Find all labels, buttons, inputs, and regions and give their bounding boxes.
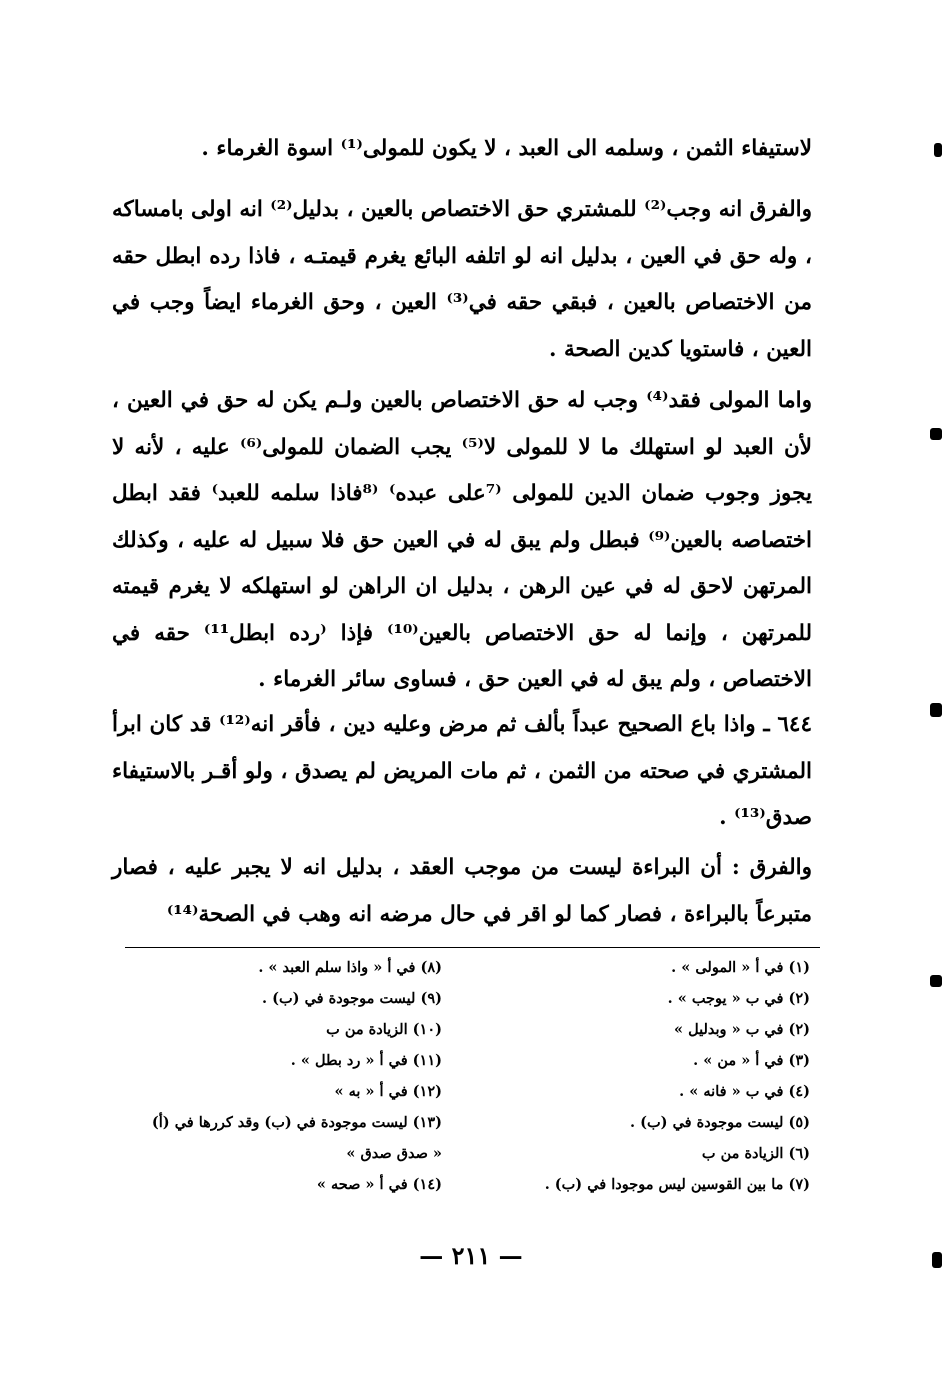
margin-mark bbox=[932, 1252, 942, 1268]
margin-mark bbox=[930, 703, 942, 717]
footnote: (١٠) الزيادة من ب bbox=[326, 1021, 442, 1038]
footnotes-left-column bbox=[112, 952, 442, 1200]
footnote: (١٤) في أ « صحه » bbox=[316, 1176, 442, 1193]
paragraph-5 bbox=[112, 845, 812, 938]
paragraph-1 bbox=[112, 126, 812, 173]
footnote: (٢) في ب « يوجب » . bbox=[667, 990, 810, 1007]
paragraph-3 bbox=[112, 378, 812, 704]
footnote: (٧) ما بين القوسين ليس موجودا في (ب) . bbox=[544, 1176, 810, 1193]
margin-mark bbox=[930, 428, 942, 440]
paragraph-text: والفرق انه وجب⁽²⁾ للمشتري حق الاختصاص بالعين ، بدليل⁽²⁾ انه اولى بامساكه ، وله حق في العين ، بدليل انه لو اتلفه البائع يغرم قيمتـه ، فاذا رده ابطل حقه من الاختصاص بالعين ، فبقي حقه في⁽³⁾ العين ، وحق الغرماء ايضاً وجب في العين ، فاستويا كدين الصحة . bbox=[112, 197, 812, 362]
footnote: (٥) ليست موجودة في (ب) . bbox=[630, 1114, 810, 1131]
footnote: (٨) في أ « واذا سلم العبد » . bbox=[258, 959, 442, 976]
footnote: (٢) في ب « وبدليل » bbox=[674, 1021, 810, 1038]
paragraph-text: ٦٤٤ ـ واذا باع الصحيح عبداً بألف ثم مرض وعليه دين ، فأقر انه⁽¹²⁾ قد كان ابرأ المشتري في صحته من الثمن ، ثم مات المريض لم يصدق ، ولو أقـر بالاستيفاء صدق⁽¹³⁾ . bbox=[112, 712, 812, 830]
paragraph-text: لاستيفاء الثمن ، وسلمه الى العبد ، لا يكون للمولى⁽¹⁾ اسوة الغرماء . bbox=[201, 136, 812, 161]
footnote: (٩) ليست موجودة في (ب) . bbox=[262, 990, 442, 1007]
footnote: (١٣) ليست موجودة في (ب) وقد كررها في (أ) bbox=[151, 1114, 442, 1131]
footnote: (١١) في أ « رد بطل » . bbox=[290, 1052, 442, 1069]
footnote: (٤) في ب « فانه » . bbox=[679, 1083, 810, 1100]
page-number: — ٢١١ — bbox=[419, 1241, 523, 1270]
footnote: (١) في أ « المولى » . bbox=[671, 959, 810, 976]
footnote: « صدق صدق » bbox=[346, 1145, 442, 1162]
footnote: (١٢) في أ « به » bbox=[334, 1083, 442, 1100]
paragraph-4 bbox=[112, 702, 812, 842]
margin-mark bbox=[930, 975, 942, 987]
paragraph-text: واما المولى فقد⁽⁴⁾ وجب له حق الاختصاص بالعين ولـم يكن له حق في العين ، لأن العبد لو استهلك ما لا للمولى لا⁽⁵⁾ يجب الضمان للمولى⁽⁶⁾ عليه ، لأنه لا يجوز وجوب ضمان الدين للمولى ⁽⁷على عبده⁾ ⁽⁸فاذا سلمه للعبد⁾ فقد ابطل اختصاصه بالعين⁽⁹⁾ فبطل ولم يبق له في العين حق فلا سبيل له عليه ، وكذلك المرتهن لاحق له في عين الرهن ، بدليل ان الراهن لو استهلكه لا يغرم قيمته للمرتهن ، وإنما له حق الاختصاص بالعين⁽¹⁰⁾ فإذا ⁽رده ابطل¹¹⁾ حقه في الاختصاص ، ولم يبق له في العين حق ، فساوى سائر الغرماء . bbox=[112, 388, 813, 692]
footnotes-right-column bbox=[480, 952, 810, 1200]
paragraph-text: والفرق : أن البراءة ليست من موجب العقد ، بدليل انه لا يجبر عليه ، فصار متبرعاً بالبراءة ، فصار كما لو اقر في حال مرضه انه وهب في الصحة⁽¹⁴⁾ bbox=[112, 855, 812, 927]
margin-mark bbox=[934, 143, 942, 157]
paragraph-2 bbox=[112, 187, 812, 373]
footnote: (٦) الزيادة من ب bbox=[701, 1145, 810, 1162]
footnote: (٣) في أ « من » . bbox=[693, 1052, 810, 1069]
footnote-divider bbox=[125, 947, 820, 948]
